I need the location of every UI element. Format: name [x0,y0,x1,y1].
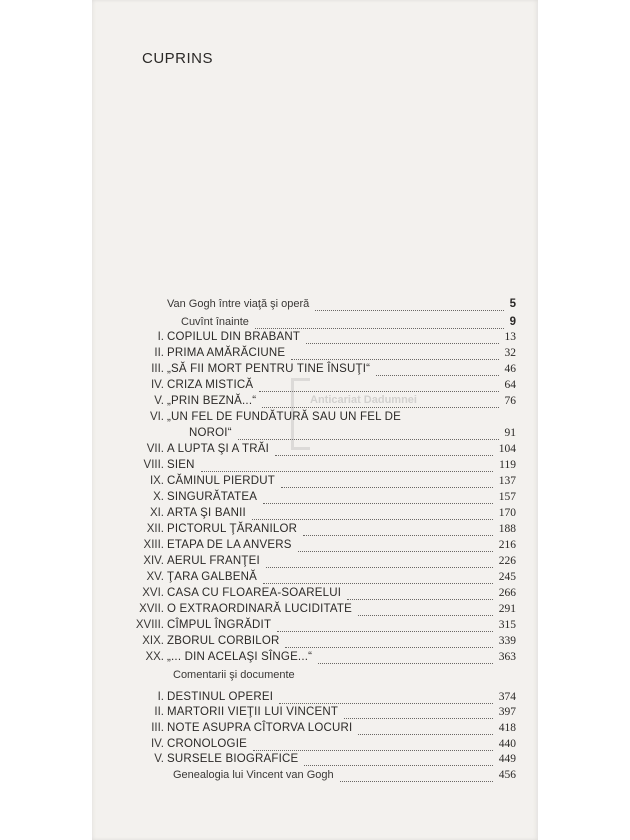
toc-entry-label: PRIMA AMĂRĂCIUNE [167,347,286,359]
page-title: CUPRINS [142,50,214,67]
toc-entry-label: CRONOLOGIE [167,738,247,750]
toc-entry-label: Genealogia lui Vincent van Gogh [173,769,334,781]
toc-entry-page: 76 [504,395,516,407]
toc-entry-page: 440 [498,738,516,750]
toc-entry-label: SIEN [167,459,195,471]
toc-entry-page: 9 [509,316,516,328]
toc-entry-page: 226 [498,555,516,567]
toc-entry [0,297,630,312]
toc-entry-label: PICTORUL ŢĂRANILOR [167,523,298,535]
toc-dot-leader [347,591,493,600]
toc-entry [0,752,630,767]
toc-entry [0,634,630,649]
toc-entry-number: VII. [146,443,164,455]
toc-entry-page: 157 [498,491,516,503]
toc-entry-number: X. [153,491,164,503]
toc-entry-label: AERUL FRANŢEI [167,555,260,567]
toc-entry-page: 266 [498,587,516,599]
toc-entry-label: CĂMINUL PIERDUT [167,475,275,487]
toc-entry [0,618,630,633]
toc-entry-number: III. [151,722,164,734]
toc-dot-leader [298,543,493,552]
toc-entry-number: XVI. [142,587,164,599]
toc-dot-leader [266,559,493,568]
toc-entry-label: SINGURĂTATEA [167,491,258,503]
toc-entry [0,394,630,409]
toc-dot-leader [291,351,498,360]
toc-entry [0,315,630,330]
toc-entry-number: XVIII. [135,619,164,631]
toc-entry-page: 170 [498,507,516,519]
toc-entry-label: COPILUL DIN BRABANT [167,331,301,343]
toc-entry [0,668,630,683]
toc-entry-number: IX. [149,475,164,487]
toc-dot-leader [376,367,498,376]
toc-dot-leader [279,695,493,704]
toc-entry-label: DESTINUL OPEREI [167,691,274,703]
toc-entry [0,768,630,783]
toc-entry [0,490,630,505]
toc-entry-page: 137 [498,475,516,487]
toc-entry-label: ARTA ŞI BANII [167,507,246,519]
toc-entry-number: VIII. [143,459,164,471]
toc-entry-label: MARTORII VIEŢII LUI VINCENT [167,706,339,718]
toc-entry-label: „PRIN BEZNĂ...“ [167,395,257,407]
toc-entry [0,586,630,601]
toc-entry [0,474,630,489]
toc-entry-page: 64 [504,379,516,391]
toc-entry [0,522,630,537]
toc-entry-page: 13 [504,331,516,343]
toc-dot-leader [306,335,498,344]
toc-entry [0,705,630,720]
toc-dot-leader [263,495,493,504]
toc-dot-leader [263,575,493,584]
toc-entry [0,721,630,736]
toc-dot-leader [340,773,493,782]
toc-entry-number: XI. [149,507,164,519]
toc-entry-number: I. [157,691,164,703]
toc-dot-leader [285,639,492,648]
toc-entry [0,442,630,457]
toc-entry [0,458,630,473]
toc-dot-leader [262,399,498,408]
toc-entry [0,346,630,361]
toc-entry-page: 119 [499,459,516,471]
toc-dot-leader [238,431,499,440]
toc-dot-leader [358,607,493,616]
toc-entry-number: XV. [146,571,164,583]
toc-entry-number: XX. [145,651,164,663]
watermark-text: Anticariat Dadumnei [310,394,417,406]
toc-entry-page: 5 [509,298,516,310]
toc-entry-number: IV. [150,379,164,391]
toc-entry-page: 32 [504,347,516,359]
toc-entry-page: 363 [498,651,516,663]
toc-entry-number: V. [154,753,164,765]
toc-entry-label: SURSELE BIOGRAFICE [167,753,299,765]
toc-entry-label: ŢARA GALBENĂ [167,571,257,583]
toc-entry-label: ETAPA DE LA ANVERS [167,539,292,551]
toc-entry-number: XIII. [143,539,164,551]
toc-entry [0,378,630,393]
toc-dot-leader [318,655,493,664]
toc-entry-label: CRIZA MISTICĂ [167,379,254,391]
toc-entry-page: 315 [498,619,516,631]
toc-entry-page: 291 [498,603,516,615]
toc-dot-leader [315,302,503,311]
toc-entry-number: VI. [149,411,164,423]
toc-entry-label: Comentarii şi documente [173,669,295,681]
toc-entry [0,690,630,705]
toc-entry-label: ZBORUL CORBILOR [167,635,280,647]
toc-entry-page: 418 [498,722,516,734]
toc-entry-label: O EXTRAORDINARĂ LUCIDITATE [167,603,352,615]
toc-entry-label: CASA CU FLOAREA-SOARELUI [167,587,342,599]
toc-entry-label: NOTE ASUPRA CÎTORVA LOCURI [167,722,353,734]
toc-entry [0,737,630,752]
toc-entry-page: 339 [498,635,516,647]
toc-entry [0,426,630,441]
toc-dot-leader [303,527,493,536]
toc-entry [0,410,630,425]
toc-entry-label: Van Gogh între viaţă şi operă [167,298,310,310]
toc-entry-page: 188 [498,523,516,535]
toc-entry [0,650,630,665]
toc-dot-leader [252,511,493,520]
toc-dot-leader [201,463,494,472]
toc-dot-leader [253,742,493,751]
toc-entry [0,330,630,345]
toc-dot-leader [255,320,504,329]
toc-entry-label: A LUPTA ŞI A TRĂI [167,443,270,455]
toc-dot-leader [281,479,493,488]
toc-entry-page: 104 [498,443,516,455]
toc-entry-number: II. [154,706,164,718]
toc-entry-label: CÎMPUL ÎNGRĂDIT [167,619,272,631]
toc-entry [0,602,630,617]
toc-entry-label: Cuvînt înainte [181,316,249,328]
toc-dot-leader [277,623,493,632]
toc-dot-leader [275,447,493,456]
toc-entry-page: 91 [504,427,516,439]
toc-dot-leader [358,726,492,735]
toc-entry-number: XIV. [143,555,164,567]
toc-entry-label: NOROI“ [189,427,232,439]
toc-dot-leader [259,383,498,392]
toc-entry-page: 216 [498,539,516,551]
toc-entry-page: 46 [504,363,516,375]
toc-entry-label: „UN FEL DE FUNDĂTURĂ SAU UN FEL DE [167,411,402,423]
toc-entry [0,538,630,553]
toc-dot-leader [344,710,493,719]
toc-entry [0,570,630,585]
toc-entry-number: XVII. [139,603,164,615]
toc-entry-page: 374 [498,691,516,703]
toc-dot-leader [304,757,492,766]
toc-entry-number: V. [154,395,164,407]
toc-entry-page: 449 [498,753,516,765]
toc-entry [0,362,630,377]
toc-entry-page: 397 [498,706,516,718]
toc-entry-number: XII. [146,523,164,535]
toc-entry-number: IV. [150,738,164,750]
toc-entry-number: XIX. [142,635,164,647]
toc-entry-page: 456 [498,769,516,781]
toc-entry-label: „SĂ FII MORT PENTRU TINE ÎNSUŢI“ [167,363,371,375]
toc-entry-number: I. [157,331,164,343]
toc-entry-number: II. [154,347,164,359]
toc-entry [0,506,630,521]
toc-entry-number: III. [151,363,164,375]
toc-entry [0,554,630,569]
toc-entry-page: 245 [498,571,516,583]
toc-entry-label: „... DIN ACELAŞI SÎNGE...“ [167,651,313,663]
